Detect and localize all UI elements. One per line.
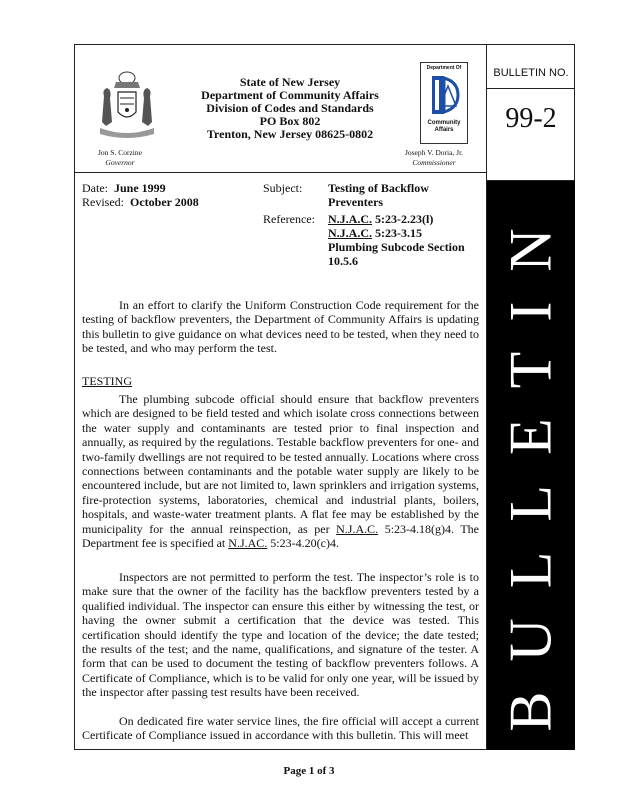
revised-value: October 2008 bbox=[130, 195, 199, 209]
bulletin-number-box bbox=[487, 44, 575, 181]
paragraph-fire-service: On dedicated fire water service lines, the fire official will accept a current Certificate of Compliance issued in accordance with this bulletin. This will meet bbox=[82, 714, 479, 743]
bulletin-number: 99-2 bbox=[505, 103, 557, 134]
letterhead-division: Division of Codes and Standards bbox=[206, 101, 374, 115]
letterhead-department: Department of Community Affairs bbox=[201, 88, 379, 102]
letterhead bbox=[170, 76, 410, 141]
page-number: Page 1 of 3 bbox=[283, 765, 335, 777]
commissioner-name: Joseph V. Doria, Jr. bbox=[404, 148, 464, 157]
paragraph-testing: The plumbing subcode official should ensure that backflow preventers which are designed to be field tested and which isolate cross connections between the water supply and contaminants are tested prior to final inspection and annually, as required by the regulations. Testable backflow preventers for one- and two-family dwellings are not required to be tested annually. Locations where cross connections between contaminants and the potable water supply are likely to be encountered include, but are not limited to, lawn sprinklers and irrigation systems, fire-protection systems, laboratories, chemical and industrial plants, boilers, hospitals, and waste-water treatment plants. A flat fee may be established by the municipality for the annual reinspection, as per N.J.A.C. 5:23-4.18(g)4. The Department fee is specified at N.J.AC. 5:23-4.20(c)4. bbox=[82, 392, 480, 551]
governor-block bbox=[80, 148, 160, 168]
dca-logo-affairs: Affairs bbox=[434, 127, 454, 133]
state-seal-icon bbox=[96, 68, 158, 140]
bulletin-no-label: BULLETIN NO. bbox=[493, 67, 569, 79]
date-value: June 1999 bbox=[114, 181, 166, 195]
section-heading-testing: TESTING bbox=[82, 374, 132, 388]
governor-name: Jon S. Corzine bbox=[98, 148, 142, 157]
bulletin-sidebar bbox=[487, 181, 575, 750]
dca-logo-graphic-icon bbox=[426, 74, 462, 118]
subject-label: Subject: bbox=[263, 181, 303, 195]
bulletin-vertical-text: BULLETIN bbox=[497, 198, 564, 732]
dca-logo-top-text: Department Of bbox=[426, 65, 462, 71]
paragraph-intro: In an effort to clarify the Uniform Construction Code requirement for the testing of backflow preventers, the Department of Community Affairs is updating this bulletin to give guidance on what devices need to be tested, when they need to be tested, and who may perform the test. bbox=[82, 298, 479, 356]
reference-item: N.J.A.C. 5:23-3.15 bbox=[328, 226, 422, 240]
code-citation: N.J.A.C. bbox=[336, 521, 379, 536]
commissioner-block bbox=[392, 148, 476, 168]
dca-logo bbox=[420, 62, 468, 144]
letterhead-pobox: PO Box 802 bbox=[259, 114, 321, 128]
date-row bbox=[82, 181, 166, 195]
reference-code: N.J.A.C. bbox=[328, 226, 372, 240]
revised-label: Revised: bbox=[82, 195, 124, 209]
reference-item: Plumbing Subcode Section 10.5.6 bbox=[328, 240, 465, 268]
revised-row bbox=[82, 195, 199, 209]
paragraph-inspectors: Inspectors are not permitted to perform the test. The inspector’s role is to make sure that the owner of the facility has the backflow preventers tested by a qualified individual. The inspector can ensure this either by witnessing the test, or having the owner submit a certification that the device was tested. This certification should identify the type and location of the device; the date tested; the results of the test; and the name, qualifications, and signature of the tester. A form that can be used to document the testing of backflow preventers follows. A Certificate of Compliance, which is to be valid for only one year, will be issued by the inspector after passing test results have been received. bbox=[82, 570, 479, 700]
letterhead-state: State of New Jersey bbox=[239, 75, 341, 89]
dca-logo-community: Community bbox=[427, 120, 461, 126]
subject-value: Testing of Backflow Preventers bbox=[328, 181, 429, 209]
code-citation: N.J.AC. bbox=[228, 536, 268, 551]
letterhead-city: Trenton, New Jersey 08625-0802 bbox=[206, 127, 374, 141]
reference-item: N.J.A.C. 5:23-2.23(l) bbox=[328, 212, 434, 226]
reference-label: Reference: bbox=[263, 212, 315, 226]
commissioner-title: Commissioner bbox=[412, 158, 456, 167]
divider bbox=[487, 88, 575, 89]
reference-list bbox=[328, 212, 480, 268]
date-label: Date: bbox=[82, 181, 108, 195]
header-divider bbox=[74, 172, 487, 173]
governor-title: Governor bbox=[105, 158, 135, 167]
reference-code: N.J.A.C. bbox=[328, 212, 372, 226]
